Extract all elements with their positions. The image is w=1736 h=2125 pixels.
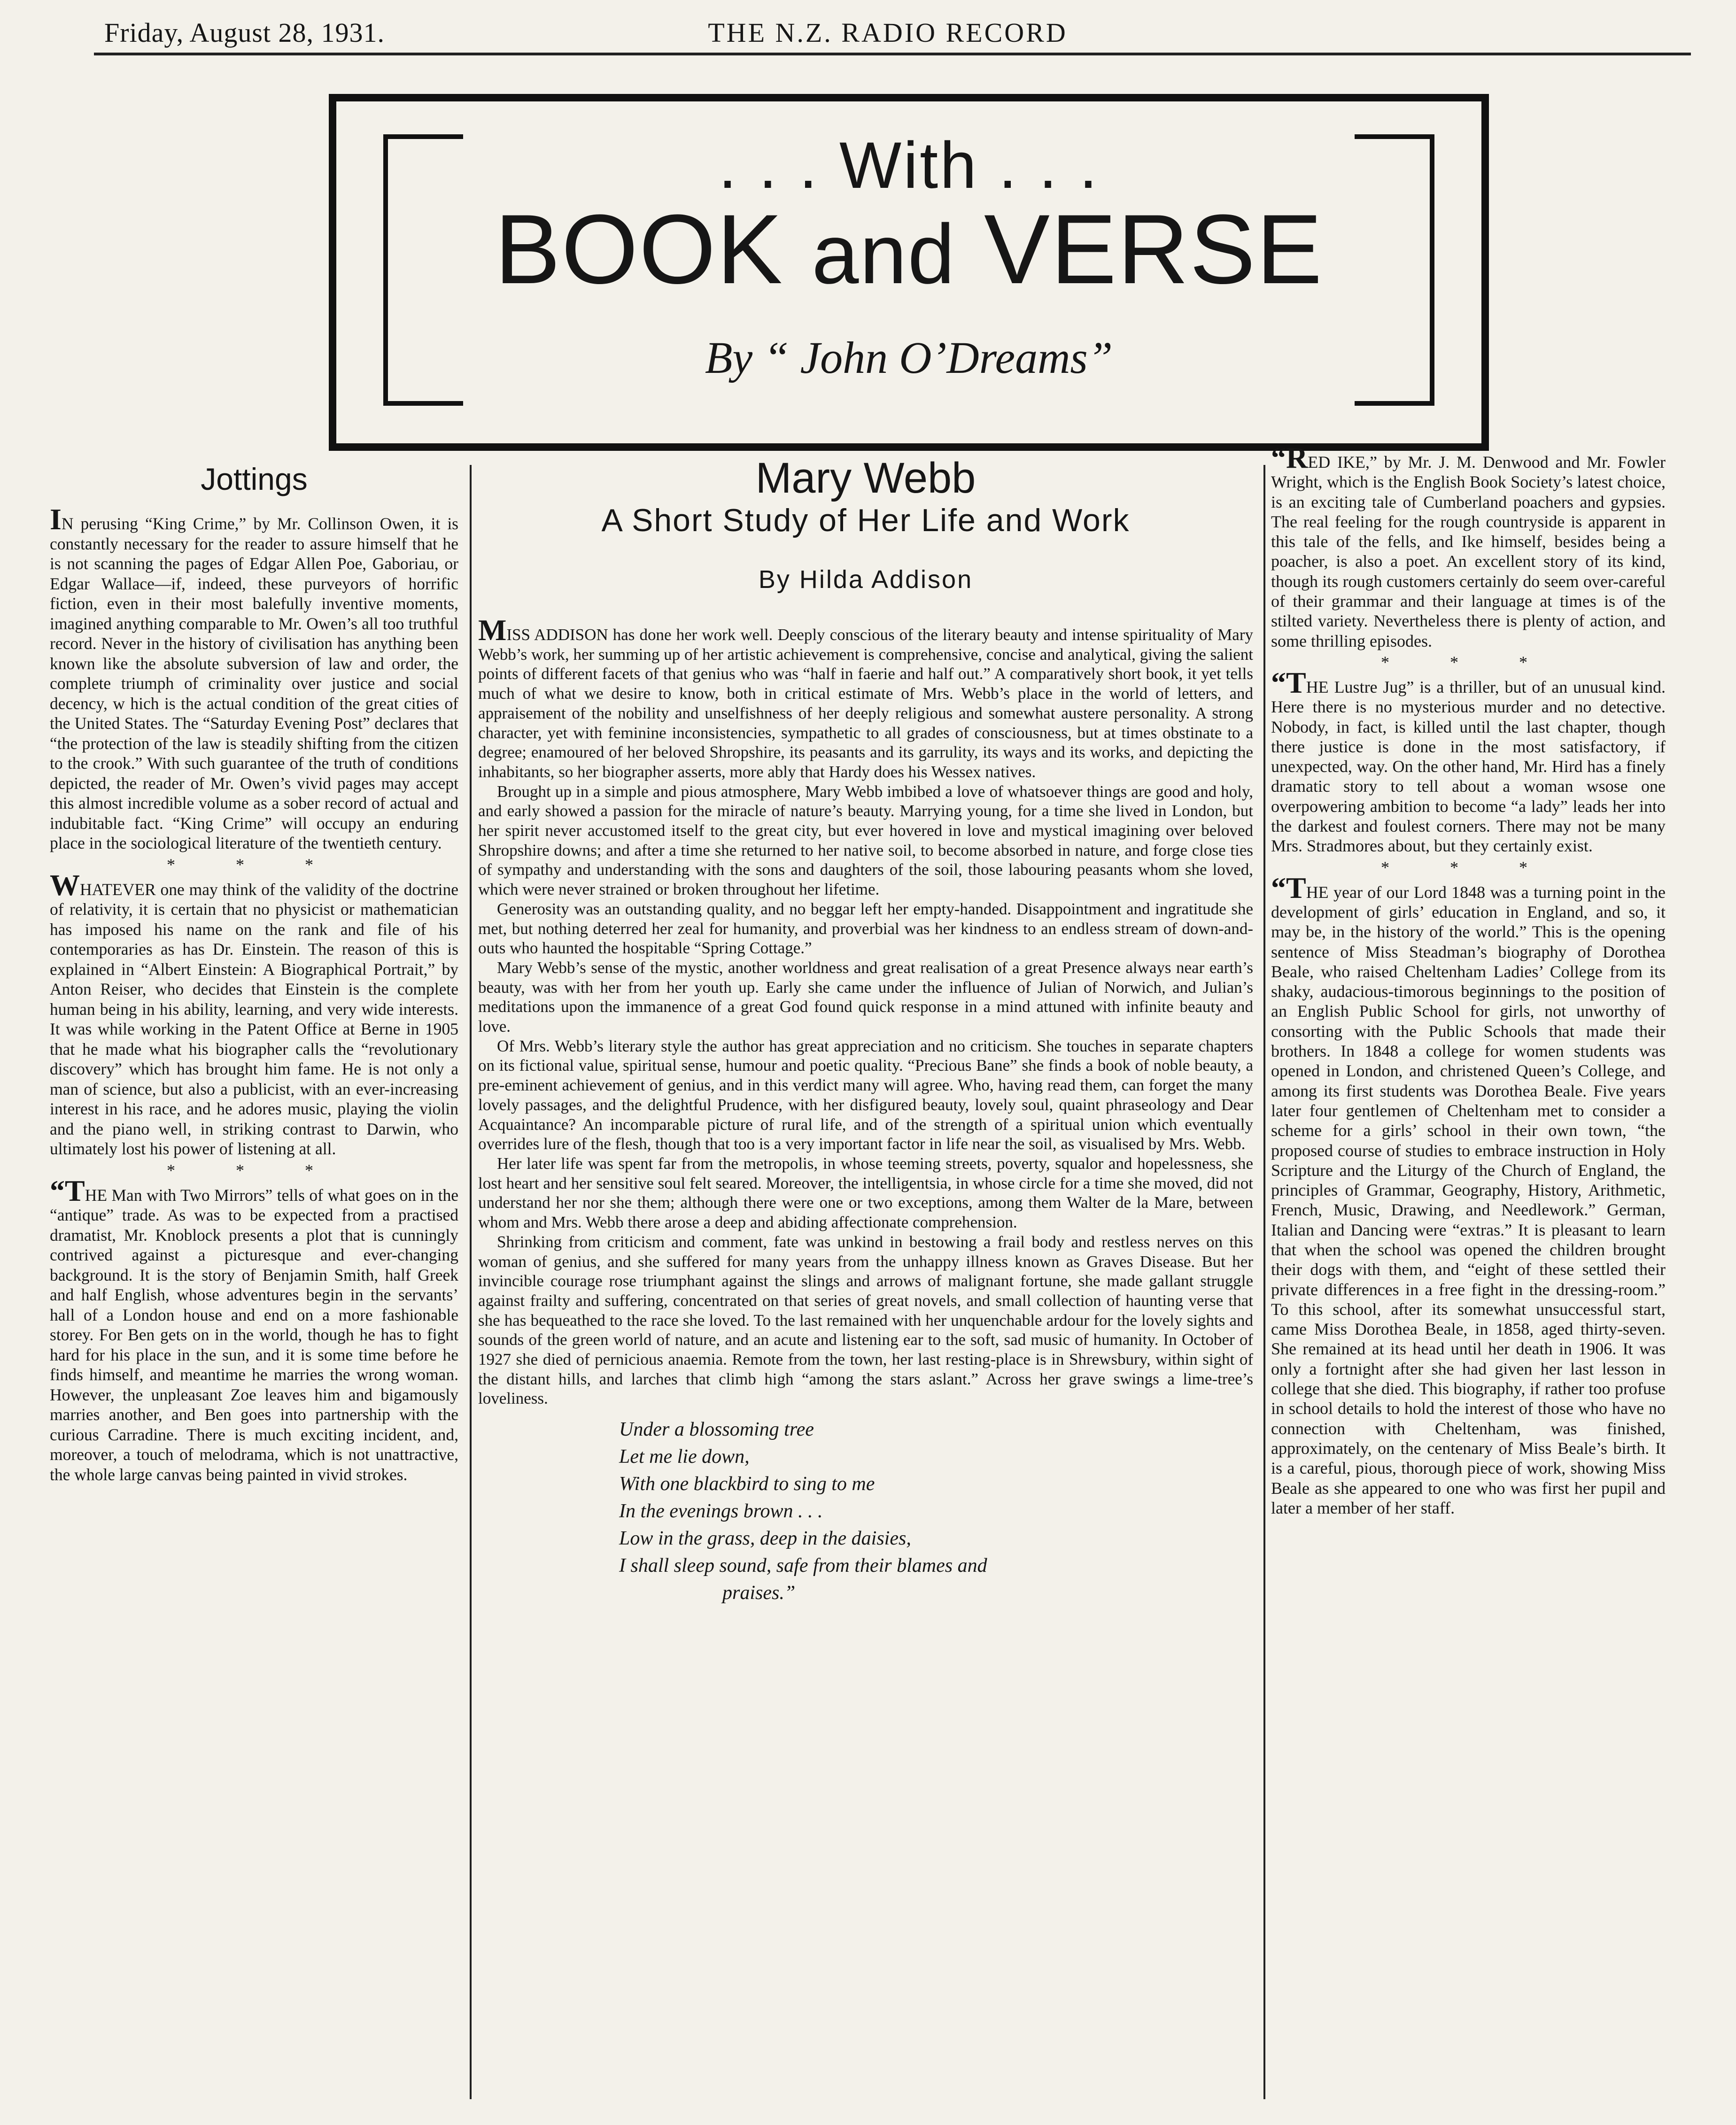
banner-title: [336, 194, 1481, 304]
article-paragraph: Of Mrs. Webb’s literary style the author has great appreciation and no criticism. She touches in separate chapters on its fictional value, spiritual sense, humour and poetic quality. “Precious Bane” she finds a book of noble beauty, a pre-eminent achievement of genius, and in this verdict many will agree. Who, having read them, can forget the many lovely passages, and the delightful Prudence, with her disfigured beauty, lovely soul, quaint phraseology and Dear Acquaintance? An incomparable picture of rural life, and of the strength of a spiritual union which eventually overrides lure of the flesh, though that too is a very important factor in life near the soil, as visualised by Mrs. Webb.: [478, 1036, 1253, 1153]
article-paragraph: Shrinking from criticism and comment, fate was unkind in bestowing a frail body and restless nerves on this woman of genius, and she suffered for many years from the unhappy illness known as Graves Disease. But her invincible courage rose triumphant against the slings and arrows of malignant fortune, she made gallant struggle against frailty and suffering, concentrated on that series of great novels, and small collection of haunting verse that she has bequeathed to the race she loved. To the last remained with her unquenchable ardour for the lovely sights and sounds of the green world of nature, and an acute and listening ear to the soft, sad music of humanity. In October of 1927 she died of pernicious anaemia. Remote from the town, her last resting-place is in Shrewsbury, within sight of the distant hills, and larches that climb high “among the stars aslant.” Across her grave swings a lime-tree’s loveliness.: [478, 1232, 1253, 1408]
main-article: [478, 451, 1253, 2106]
section-separator: * * *: [167, 855, 341, 874]
column-rule: [470, 465, 472, 2099]
drop-initial: “T: [50, 1174, 85, 1207]
drop-initial: “T: [1271, 665, 1306, 699]
column-rule: [1263, 465, 1265, 2099]
review-text: ED IKE,” by Mr. J. M. Denwood and Mr. Fowler Wright, which is the English Book Society’s latest choice, is an exciting tale of Cumberland poachers and gypsies. The real feeling for the rough countryside is apparent in this tale of the fells, and Ike himself, besides being a poacher, is also a poet. An excellent story of its kind, though its rough customers certainly do seem over-careful of their grammar and their language at times is of the stilted variety. Nevertheless there is plenty of action, and some thrilling episodes.: [1271, 453, 1666, 650]
section-separator: * * *: [1381, 652, 1556, 672]
jotting-text: HE Man with Two Mirrors” tells of what goes on in the “antique” trade. As was to be expected from a practised dramatist, Mr. Knoblock presents a plot that is cunningly contrived against a picturesque and ever-changing background. It is the story of Benjamin Smith, half Greek and half English, whose adventures begin in the servants’ hall of a London house and end on a more fashionable storey. For Ben gets on in the world, though he has to fight hard for his place in the sun, and it is some time before he finds himself, and meantime he marries the wrong woman. However, the unpleasant Zoe leaves him and bigamously marries another, and Ben goes into partnership with the curious Carradine. There is much exciting incident, and, moreover, a touch of melodrama, which is not unattractive, the whole large canvas being painted in vivid strokes.: [50, 1185, 458, 1484]
drop-initial: M: [478, 613, 507, 647]
article-subtitle: A Short Study of Her Life and Work: [601, 502, 1130, 538]
banner-bracket: [1355, 401, 1430, 406]
jotting-text: N perusing “King Crime,” by Mr. Collinson Owen, it is constantly necessary for the reader to assure himself that he is not scanning the pages of Edgar Allen Poe, Gaboriau, or Edgar Wallace—if, indeed, these purveyors of horrific fiction, even in their most balefully inventive moments, imagined anything comparable to Mr. Owen’s all too truthful record. Never in the history of civilisation has anything been known like the absolute subversion of law and order, the complete triumph of criminality over justice and social decency, w hich is the actual condition of the great cities of the United States. The “Saturday Evening Post” declares that “the protection of the law is steadily shifting from the citizen to the crook.” With such guarantee of the truth of conditions depicted, the reader of Mr. Owen’s vivid pages may accept this almost incredible volume as a sober record of actual and indubitable fact. “King Crime” will occupy an enduring place in the sociological literature of the twentieth century.: [50, 514, 458, 852]
drop-initial: “R: [1271, 441, 1308, 474]
jottings-column: [50, 451, 458, 2106]
banner-title-book: BOOK: [495, 194, 783, 304]
verse-quotation: [619, 1416, 1253, 1607]
banner-title-verse: VERSE: [984, 194, 1323, 304]
verse-line: Let me lie down,: [619, 1446, 750, 1468]
banner-bracket: [388, 401, 463, 406]
section-banner: [329, 94, 1489, 451]
article-paragraph: Generosity was an outstanding quality, and no beggar left her empty-handed. Disappointment and ingratitude she met, but nothing deterred her zeal for humanity, and proverbial was her kindness to an endless stream of down-and-outs who haunted the hospitable “Spring Cottage.”: [478, 899, 1253, 958]
paragraph-text: ISS ADDISON has done her work well. Deeply conscious of the literary beauty and intense spirituality of Mary Webb’s work, her summing up of her artistic achievement is comprehensive, concise and analytical, giving the salient points of different facets of that genius who was “half in faerie and half out.” A comparatively short book, it yet tells much of what we desire to know, both in critical estimate of Mrs. Webb’s place in the world of letters, and appraisement of the nobility and unselfishness of her deeply religious and somewhat austere personality. A strong character, yet with feminine inconsistencies, sympathetic to all grades of consciousness, but at times obstinate to a degree; enamoured of her beloved Shropshire, its peasants and its garrulity, its ways and its works, and depicting the inhabitants, so her biographer asserts, more ably that Hardy does his Wessex natives.: [478, 626, 1253, 781]
reviews-column: [1271, 441, 1666, 2106]
jotting-text: HATEVER one may think of the validity of the doctrine of relativity, it is certain that no physicist or mathematician has imposed his name on the rank and file of his contemporaries as has Dr. Einstein. The reason of this is explained in “Albert Einstein: A Biographical Portrait,” by Anton Reiser, who decides that Einstein is the complete human being in his ability, learning, and very wide interests. It was while working in the Patent Office at Berne in 1905 that he made what his biographer calls the “revolutionary discovery” which has brought him fame. He is not only a man of science, but also a publicist, with an ever-increasing interest in his race, and he adores music, playing the violin and the piano well, in striking contrast to Darwin, who ultimately lost his power of listening at all.: [50, 880, 458, 1158]
jottings-heading: Jottings: [201, 462, 308, 496]
section-separator: * * *: [1381, 858, 1556, 877]
drop-initial: I: [50, 502, 62, 536]
section-separator: * * *: [167, 1160, 341, 1180]
verse-line: praises.”: [722, 1582, 796, 1604]
article-paragraph: Her later life was spent far from the metropolis, in whose teeming streets, poverty, squalor and hopelessness, she lost heart and her sensitive soul felt seared. Moreover, the intelligentsia, in whose circle for a time she moved, did not understand her nor she them; although there were one or two exceptions, among them Walter de la Mare, between whom and Mrs. Webb there arose a deep and abiding affectionate comprehension.: [478, 1154, 1253, 1232]
banner-title-and: and: [812, 207, 956, 301]
article-paragraph: Mary Webb’s sense of the mystic, another worldness and great realisation of a great Presence always near earth’s beauty, was with her from her youth up. Early she came under the influence of Julian of Norwich, and Julian’s meditations upon the immanence of a great God found quick response in a mind attuned with infinite beauty and love.: [478, 958, 1253, 1036]
drop-initial: “T: [1271, 871, 1306, 904]
verse-line: Under a blossoming tree: [619, 1419, 814, 1441]
review-text: HE Lustre Jug” is a thriller, but of an unusual kind. Here there is no mysterious murder and no detective. Nobody, in fact, is killed until the last chapter, though there justice is done in the most satisfactory, if unexpected, way. On the other hand, Mr. Hird has a finely dramatic story to tell about a woman wsose one overpowering ambition to become “a lady” leads her into the darkest and foulest corners. There may not be many Mrs. Stradmores about, but they certainly exist.: [1271, 677, 1666, 856]
review-item: [1271, 871, 1666, 1518]
verse-line: I shall sleep sound, safe from their blames and: [619, 1555, 987, 1577]
jotting-item: [50, 502, 458, 853]
review-text: HE year of our Lord 1848 was a turning point in the development of girls’ education in England, and so, it may be, in the history of the world.” This is the opening sentence of Miss Steadman’s biography of Dorothea Beale, who raised Cheltenham Ladies’ College from its shaky, audacious-timorous beginnings to the position of an English Public School for girls, not unworthy of consorting with the Public Schools that made their brothers. In 1848 a college for women students was opened in London, and christened Queen’s College, and among its first students was Dorothea Beale. Five years later four gentlemen of Cheltenham met to consider a scheme for a girls’ school in their own town, “the proposed course of studies to embrace instruction in Holy Scripture and the Liturgy of the Church of England, the principles of Grammar, Geography, History, Arithmetic, French, Music, Drawing, and Needlework.” German, Italian and Dancing were “extras.” It is pleasant to learn that when the school was opened the children brought their dogs with them, and “eight of these settled their private differences in a free fight in the dressing-room.” To this school, after its somewhat unsuccessful start, came Miss Dorothea Beale, in 1858, aged thirty-seven. She remained at its head until her death in 1906. It was only a fortnight after she had given her last lesson in college that she died. This biography, if rather too profuse in school details to hold the interest of those who have no connection with Cheltenham, was finished, approximately, on the centenary of Miss Beale’s birth. It is a careful, pious, thorough piece of work, showing Miss Beale as she appeared to one who was first her pupil and later a member of her staff.: [1271, 882, 1666, 1517]
header-rule: [94, 53, 1691, 55]
article-byline: By Hilda Addison: [758, 565, 973, 594]
issue-date: Friday, August 28, 1931.: [104, 17, 385, 48]
article-paragraph: Brought up in a simple and pious atmosphere, Mary Webb imbibed a love of whatsoever things are good and holy, and early showed a passion for the miracle of nature’s beauty. Marrying young, for a time she lived in London, but her spirit never accustomed itself to the great city, but ever hovered in love and mystical imagining over beloved Shropshire downs; and after a time she returned to her native soil, to become absorbed in nature, and forge close ties of sympathy and understanding with the sons and daughters of the soil, those labouring peasants whom she loved, which were never strained or broken throughout her lifetime.: [478, 782, 1253, 899]
article-title: Mary Webb: [755, 454, 976, 502]
jotting-item: [50, 868, 458, 1159]
jotting-item: [50, 1174, 458, 1485]
publication-name: THE N.Z. RADIO RECORD: [708, 17, 1068, 48]
review-item: [1271, 441, 1666, 651]
verse-line: With one blackbird to sing to me: [619, 1473, 875, 1495]
banner-byline: By “ John O’Dreams”: [705, 332, 1113, 383]
drop-initial: W: [50, 868, 80, 902]
verse-line: Low in the grass, deep in the daisies,: [619, 1528, 911, 1550]
verse-line: In the evenings brown . . .: [619, 1500, 823, 1522]
article-paragraph: [478, 613, 1253, 782]
review-item: [1271, 665, 1666, 856]
banner-with-text: . . . With . . .: [718, 128, 1100, 202]
